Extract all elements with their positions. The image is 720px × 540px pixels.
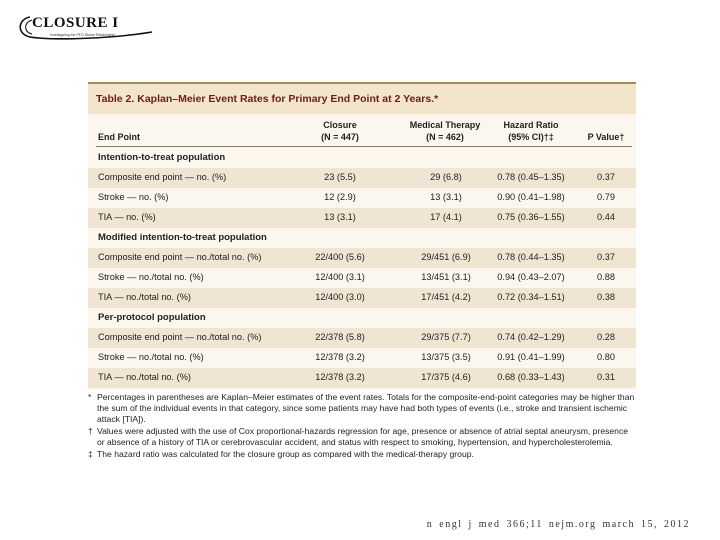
p-value: 0.37 [597,172,615,182]
section-row [88,148,636,168]
table-row [88,208,636,228]
hazard-value: 0.91 (0.41–1.99) [497,352,565,362]
row-label: Composite end point — no. (%) [98,172,227,182]
header-medical [388,119,502,143]
medical-value: 13/451 (3.1) [421,272,471,282]
results-table [88,82,636,390]
table-row [88,348,636,368]
hazard-value: 0.78 (0.44–1.35) [497,252,565,262]
closure-value: 23 (5.5) [324,172,356,182]
row-label: Stroke — no. (%) [98,192,169,202]
header-hazard-label: Hazard Ratio [503,120,559,130]
header-closure [300,119,380,143]
closure-value: 12 (2.9) [324,192,356,202]
header-pvalue: P Value† [587,132,625,142]
header-divider [96,146,632,147]
header-hazard [486,119,576,143]
hazard-value: 0.90 (0.41–1.98) [497,192,565,202]
table-row [88,328,636,348]
p-value: 0.80 [597,352,615,362]
footnote [88,392,636,425]
footnote-mark: * [88,392,92,402]
table-row [88,368,636,388]
p-value: 0.37 [597,252,615,262]
header-closure-label: Closure [323,120,357,130]
section-label: Intention-to-treat population [98,152,226,163]
p-value: 0.88 [597,272,615,282]
logo-title: CLOSURE I [32,15,119,31]
medical-value: 29/375 (7.7) [421,332,471,342]
header-end-point: End Point [98,132,140,142]
header-closure-n: (N = 447) [321,132,359,142]
table-row [88,248,636,268]
closure-value: 12/400 (3.1) [315,272,365,282]
table-row [88,268,636,288]
section-row [88,308,636,328]
row-label: TIA — no. (%) [98,212,156,222]
p-value: 0.79 [597,192,615,202]
hazard-value: 0.72 (0.34–1.51) [497,292,565,302]
table-title-bar [88,82,636,114]
section-label: Modified intention-to-treat population [98,232,267,243]
closure-value: 22/400 (5.6) [315,252,365,262]
header-hazard-ci: (95% CI)†‡ [508,132,554,142]
logo-subtitle: Investigating the PFO-Stroke Relationship [50,33,116,37]
header-medical-label: Medical Therapy [409,120,481,130]
hazard-value: 0.75 (0.36–1.55) [497,212,565,222]
header-medical-n: (N = 462) [426,132,464,142]
journal-citation: n engl j med 366;11 nejm.org march 15, 2012 [426,519,690,530]
table-row [88,168,636,188]
medical-value: 29 (6.8) [430,172,462,182]
hazard-value: 0.78 (0.45–1.35) [497,172,565,182]
hazard-value: 0.94 (0.43–2.07) [497,272,565,282]
footnote-mark: † [88,426,93,436]
table-title: Table 2. Kaplan–Meier Event Rates for Primary End Point at 2 Years.* [96,93,439,105]
hazard-value: 0.68 (0.33–1.43) [497,372,565,382]
footnote-text: Values were adjusted with the use of Cox proportional-hazards regression for age, presence or absence of atrial septal aneurysm, presence or absence of a history of TIA or cerebrovascular accident, and status with respect to smoking, hypertension, and hypercholesterolemia. [97,426,629,447]
closure-value: 12/378 (3.2) [315,372,365,382]
footnote-mark: ‡ [88,449,93,459]
p-value: 0.38 [597,292,615,302]
medical-value: 17 (4.1) [430,212,462,222]
footnote-text: Percentages in parentheses are Kaplan–Meier estimates of the event rates. Totals for the composite-end-point categories may be higher than the sum of the individual events in that category, since some patients may have had both types of events (i.e., stroke and transient ischemic attack [TIA]). [97,392,635,424]
p-value: 0.31 [597,372,615,382]
table-row [88,188,636,208]
medical-value: 17/375 (4.6) [421,372,471,382]
hazard-value: 0.74 (0.42–1.29) [497,332,565,342]
closure-value: 22/378 (5.8) [315,332,365,342]
section-label: Per-protocol population [98,312,206,323]
row-label: Stroke — no./total no. (%) [98,352,204,362]
closure-value: 13 (3.1) [324,212,356,222]
footnote [88,449,636,460]
medical-value: 13/375 (3.5) [421,352,471,362]
row-label: Composite end point — no./total no. (%) [98,252,262,262]
row-label: TIA — no./total no. (%) [98,292,191,302]
p-value: 0.44 [597,212,615,222]
closure-logo [16,14,156,40]
row-label: Stroke — no./total no. (%) [98,272,204,282]
table-footnotes [88,392,636,461]
closure-value: 12/400 (3.0) [315,292,365,302]
closure-value: 12/378 (3.2) [315,352,365,362]
row-label: Composite end point — no./total no. (%) [98,332,262,342]
medical-value: 13 (3.1) [430,192,462,202]
footnote-text: The hazard ratio was calculated for the closure group as compared with the medical-therapy group. [97,449,474,459]
section-row [88,228,636,248]
footnote [88,426,636,448]
table-row [88,288,636,308]
medical-value: 29/451 (6.9) [421,252,471,262]
row-label: TIA — no./total no. (%) [98,372,191,382]
medical-value: 17/451 (4.2) [421,292,471,302]
p-value: 0.28 [597,332,615,342]
